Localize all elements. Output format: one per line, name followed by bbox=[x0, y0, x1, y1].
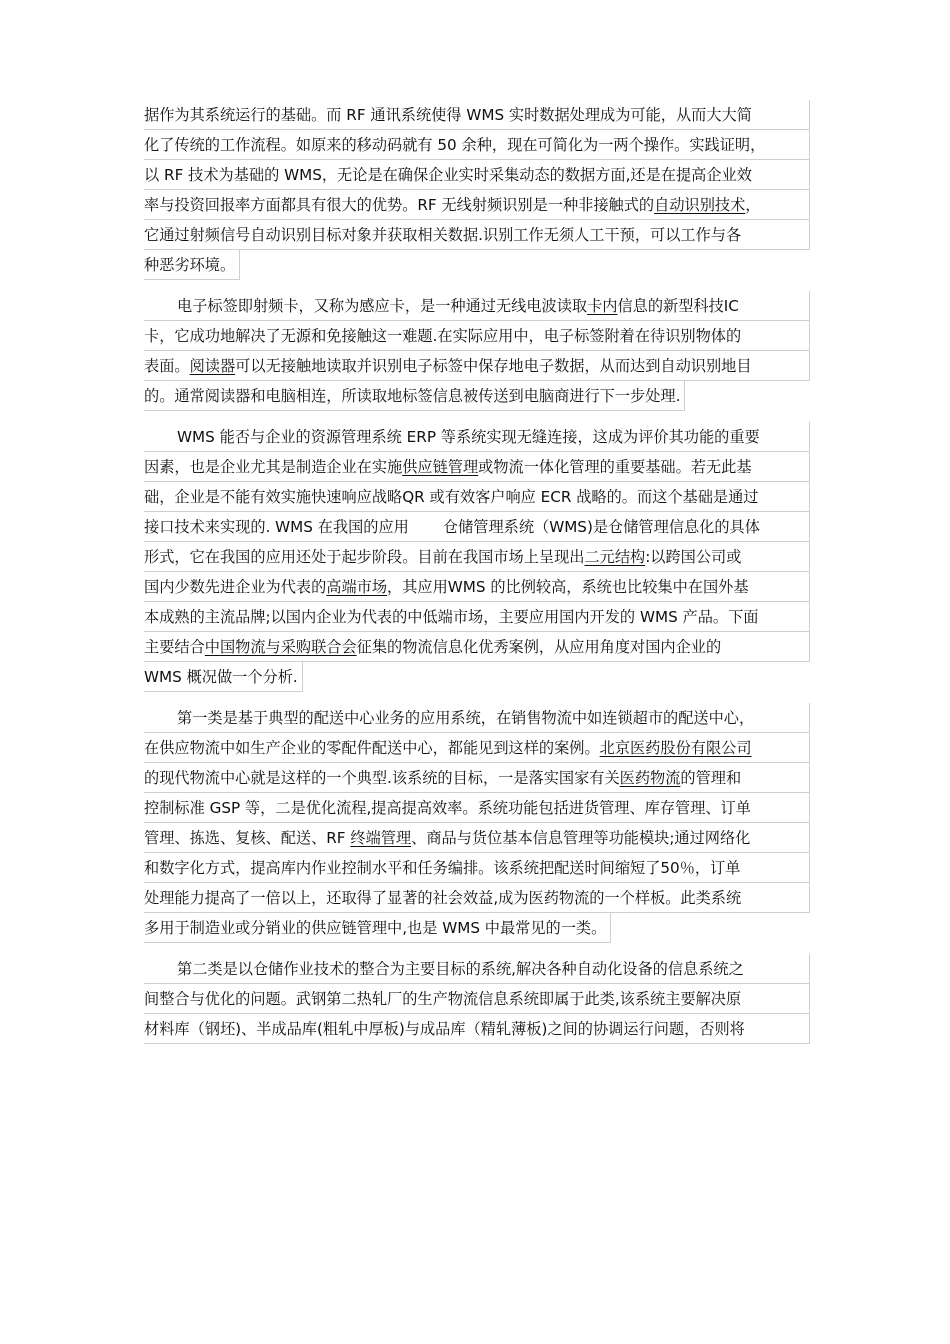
text-run: 或物流一体化管理的重要基础。若无此基 bbox=[478, 458, 752, 476]
text-line bbox=[144, 190, 810, 220]
text-line bbox=[144, 512, 810, 542]
text-run: 率与投资回报率方面都具有很大的优势。RF 无线射频识别是一种非接触式的 bbox=[144, 196, 655, 214]
text-line: WMS 能否与企业的资源管理系统 ERP 等系统实现无缝连接，这成为评价其功能的重要 bbox=[144, 422, 810, 452]
text-line: 控制标准 GSP 等，二是优化流程,提高提高效率。系统功能包括进货管理、库存管理、订单 bbox=[144, 793, 810, 823]
text-run: 的现代物流中心就是这样的一个典型.该系统的目标，一是落实国家有关 bbox=[144, 769, 620, 787]
text-line bbox=[144, 452, 810, 482]
paragraph-2 bbox=[144, 291, 810, 415]
text-line: 据作为其系统运行的基础。而 RF 通讯系统使得 WMS 实时数据处理成为可能，从而大大简 bbox=[144, 100, 810, 130]
text-line: 卡，它成功地解决了无源和免接触这一难题.在实际应用中，电子标签附着在待识别物体的 bbox=[144, 321, 810, 351]
text-line: 第一类是基于典型的配送中心业务的应用系统，在销售物流中如连锁超市的配送中心， bbox=[144, 703, 810, 733]
paragraph-3 bbox=[144, 422, 810, 696]
text-line: 间整合与优化的问题。武钢第二热轧厂的生产物流信息系统即属于此类,该系统主要解决原 bbox=[144, 984, 810, 1014]
text-line: 种恶劣环境。 bbox=[144, 250, 240, 280]
text-run: 管理、拣选、复核、配送、RF bbox=[144, 829, 351, 847]
text-line: 第二类是以仓储作业技术的整合为主要目标的系统,解决各种自动化设备的信息系统之 bbox=[144, 954, 810, 984]
text-line: 和数字化方式，提高库内作业控制水平和任务编排。该系统把配送时间缩短了50％，订单 bbox=[144, 853, 810, 883]
link-auto-identification[interactable]: 自动识别技术 bbox=[654, 196, 746, 214]
text-line: 本成熟的主流品牌;以国内企业为代表的中低端市场，主要应用国内开发的 WMS 产品。下面 bbox=[144, 602, 810, 632]
text-line bbox=[144, 291, 810, 321]
text-line: 础，企业是不能有效实施快速响应战略QR 或有效客户响应 ECR 战略的。而这个基础是通过 bbox=[144, 482, 810, 512]
text-line bbox=[144, 542, 810, 572]
text-run: 主要结合 bbox=[144, 638, 205, 656]
text-run: 接口技术来实现的. WMS 在我国的应用 bbox=[144, 518, 409, 536]
paragraph-4 bbox=[144, 703, 810, 947]
text-line: 化了传统的工作流程。如原来的移动码就有 50 余种，现在可简化为一两个操作。实践证明， bbox=[144, 130, 810, 160]
link-cflp[interactable]: 中国物流与采购联合会 bbox=[204, 638, 357, 656]
text-run: ，其应用WMS 的比例较高，系统也比较集中在国外基 bbox=[387, 578, 749, 596]
link-high-end-market[interactable]: 高端市场 bbox=[326, 578, 387, 596]
text-line bbox=[144, 823, 810, 853]
text-line: WMS 概况做一个分析. bbox=[144, 662, 303, 692]
text-run: ， bbox=[745, 196, 761, 214]
link-pharma-logistics[interactable]: 医药物流 bbox=[619, 769, 681, 787]
text-line: 处理能力提高了一倍以上，还取得了显著的社会效益,成为医药物流的一个样板。此类系统 bbox=[144, 883, 810, 913]
text-line: 它通过射频信号自动识别目标对象并获取相关数据.识别工作无须人工干预，可以工作与各 bbox=[144, 220, 810, 250]
link-terminal-management[interactable]: 终端管理 bbox=[350, 829, 412, 847]
text-line: 的。通常阅读器和电脑相连，所读取地标签信息被传送到电脑商进行下一步处理. bbox=[144, 381, 685, 411]
text-line bbox=[144, 572, 810, 602]
text-run: 信息的新型科技IC bbox=[617, 297, 739, 315]
paragraph-1 bbox=[144, 100, 810, 284]
text-run: 征集的物流信息化优秀案例，从应用角度对国内企业的 bbox=[356, 638, 722, 656]
text-run: :以跨国公司或 bbox=[645, 548, 742, 566]
text-line: 材料库（钢坯)、半成品库(粗轧中厚板)与成品库（精轧薄板)之间的协调运行问题，否则将 bbox=[144, 1014, 810, 1044]
text-line bbox=[144, 733, 810, 763]
text-run: 国内少数先进企业为代表的 bbox=[144, 578, 327, 596]
text-run: 因素，也是企业尤其是制造企业在实施 bbox=[144, 458, 403, 476]
link-supply-chain-management[interactable]: 供应链管理 bbox=[402, 458, 479, 476]
text-line: 以 RF 技术为基础的 WMS，无论是在确保企业实时采集动态的数据方面,还是在提高企业效 bbox=[144, 160, 810, 190]
text-line: 多用于制造业或分销业的供应链管理中,也是 WMS 中最常见的一类。 bbox=[144, 913, 611, 943]
text-run: 的管理和 bbox=[680, 769, 742, 787]
text-run: 表面。 bbox=[144, 357, 190, 375]
text-line bbox=[144, 763, 810, 793]
text-run: 、商品与货位基本信息管理等功能模块;通过网络化 bbox=[411, 829, 751, 847]
text-run: 在供应物流中如生产企业的零配件配送中心，都能见到这样的案例。 bbox=[144, 739, 600, 757]
text-run: 仓储管理系统（WMS)是仓储管理信息化的具体 bbox=[442, 518, 760, 536]
link-beijing-pharma[interactable]: 北京医药股份有限公司 bbox=[599, 739, 752, 757]
document-page bbox=[144, 100, 810, 1051]
text-run: 可以无接触地读取并识别电子标签中保存地电子数据，从而达到自动识别地目 bbox=[235, 357, 752, 375]
link-dual-structure[interactable]: 二元结构 bbox=[584, 548, 646, 566]
paragraph-5 bbox=[144, 954, 810, 1044]
text-run: 形式，它在我国的应用还处于起步阶段。目前在我国市场上呈现出 bbox=[144, 548, 585, 566]
text-line bbox=[144, 632, 810, 662]
text-run: 电子标签即射频卡，又称为感应卡，是一种通过无线电波读取 bbox=[177, 297, 588, 315]
link-card-inner[interactable]: 卡内 bbox=[587, 297, 618, 315]
link-reader[interactable]: 阅读器 bbox=[189, 357, 236, 375]
text-line bbox=[144, 351, 810, 381]
